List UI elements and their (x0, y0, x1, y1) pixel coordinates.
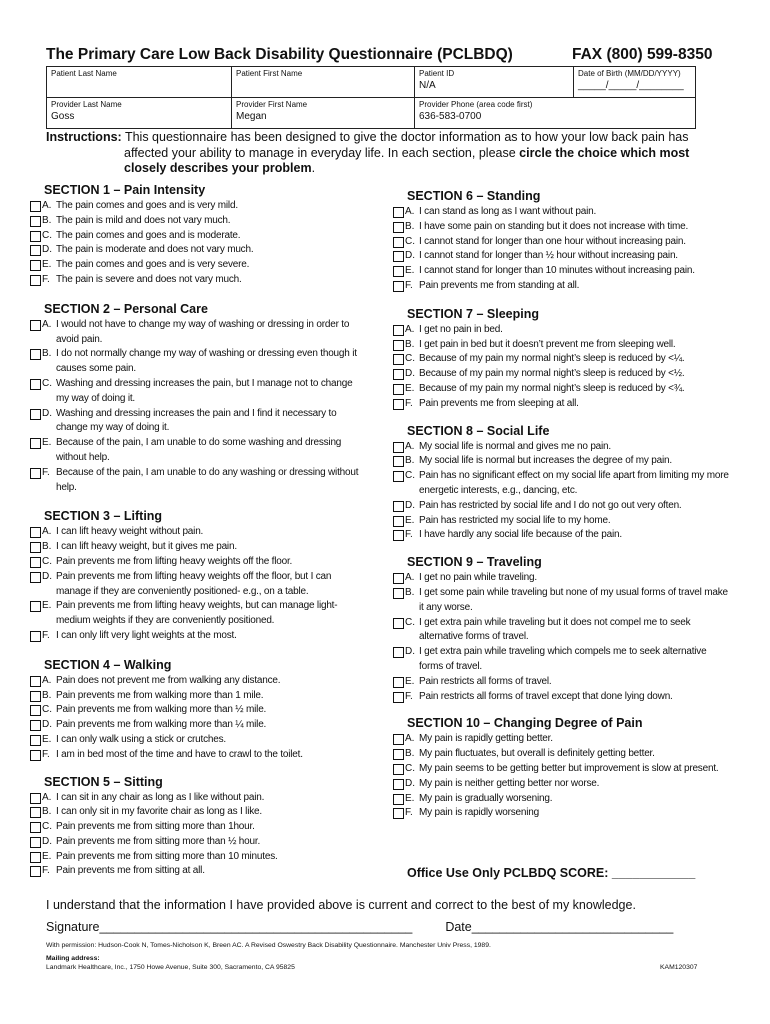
option-b[interactable] (30, 689, 366, 704)
checkbox-icon[interactable] (393, 471, 404, 482)
checkbox-icon[interactable] (393, 456, 404, 467)
option-c[interactable] (393, 469, 729, 499)
option-text: My pain is rapidly worsening (419, 807, 540, 819)
option-f[interactable] (30, 273, 366, 288)
option-letter: F. (405, 529, 413, 541)
option-text: I can only sit in my favorite chair as long as I like. (56, 806, 262, 818)
option-text: Pain restricts all forms of travel except that done lying down. (419, 690, 673, 702)
option-letter: F. (42, 466, 50, 478)
section-title: SECTION 3 – Lifting (44, 509, 163, 524)
checkbox-icon[interactable] (30, 275, 41, 286)
field-value: Goss (51, 111, 75, 122)
option-letter: D. (405, 777, 415, 789)
option-letter: B. (405, 455, 415, 467)
option-letter: B. (42, 541, 52, 553)
section-title: SECTION 5 – Sitting (44, 774, 163, 789)
option-letter: D. (405, 499, 415, 511)
form-code: KAM120307 (660, 964, 698, 971)
option-letter: E. (405, 514, 415, 526)
option-letter: F. (42, 629, 50, 641)
checkbox-icon[interactable] (393, 692, 404, 703)
checkbox-icon[interactable] (30, 379, 41, 390)
checkbox-icon[interactable] (393, 749, 404, 760)
option-a[interactable] (30, 199, 366, 214)
option-text: Pain prevents me from sitting more than 10 minutes. (56, 850, 278, 862)
option-letter: A. (42, 318, 52, 330)
option-letter: C. (405, 762, 415, 774)
option-letter: E. (42, 259, 52, 271)
checkbox-icon[interactable] (393, 764, 404, 775)
checkbox-icon[interactable] (30, 527, 41, 538)
option-b[interactable] (30, 347, 366, 377)
option-text: Because of my pain my normal night’s sleep is reduced by <½. (419, 368, 685, 380)
field-value: _____/_____/________ (578, 80, 684, 91)
checkbox-icon[interactable] (30, 837, 41, 848)
checkbox-icon[interactable] (393, 588, 404, 599)
option-f[interactable] (393, 279, 729, 294)
checkbox-icon[interactable] (393, 516, 404, 527)
patient-first-name-field[interactable] (232, 67, 415, 98)
checkbox-icon[interactable] (393, 369, 404, 380)
option-text: Pain prevents me from sleeping at all. (419, 397, 579, 409)
checkbox-icon[interactable] (393, 266, 404, 277)
office-use-score: Office Use Only PCLBDQ SCORE: ____________ (407, 866, 696, 880)
field-label: Provider Phone (area code first) (419, 100, 533, 109)
option-e[interactable] (393, 264, 729, 279)
option-f[interactable] (30, 748, 366, 763)
option-b[interactable] (393, 454, 729, 469)
right-column (393, 189, 729, 821)
section-title: SECTION 10 – Changing Degree of Pain (407, 716, 643, 731)
checkbox-icon[interactable] (30, 676, 41, 687)
option-d[interactable] (30, 243, 366, 258)
checkbox-icon[interactable] (393, 281, 404, 292)
checkbox-icon[interactable] (30, 409, 41, 420)
mailing-address: Landmark Healthcare, Inc., 1750 Howe Avenue, Suite 300, Sacramento, CA 95825 (46, 964, 295, 971)
option-letter: A. (42, 526, 52, 538)
option-b[interactable] (393, 586, 729, 616)
checkbox-icon[interactable] (30, 572, 41, 583)
option-text: My pain is gradually worsening. (419, 792, 553, 804)
checkbox-icon[interactable] (30, 866, 41, 877)
option-text: The pain comes and goes and is very mild. (56, 200, 238, 211)
option-text: Pain prevents me from walking more than ½ mile. (56, 704, 267, 716)
checkbox-icon[interactable] (30, 557, 41, 568)
checkbox-icon[interactable] (30, 438, 41, 449)
field-label: Patient First Name (236, 69, 303, 78)
option-text: Washing and dressing increases the pain and I find it necessary to change my way of doing it. (56, 407, 337, 434)
field-value: Megan (236, 111, 267, 122)
option-a[interactable] (393, 440, 729, 455)
section-10 (393, 716, 729, 821)
dob-field[interactable] (574, 67, 696, 98)
field-label: Patient ID (419, 69, 455, 78)
option-text: I can sit in any chair as long as I like without pain. (56, 791, 265, 803)
option-letter: E. (405, 382, 415, 394)
section-4 (30, 658, 366, 763)
checkbox-icon[interactable] (393, 734, 404, 745)
checkbox-icon[interactable] (30, 216, 41, 227)
option-f[interactable] (393, 397, 729, 412)
checkbox-icon[interactable] (393, 530, 404, 541)
option-letter: F. (42, 748, 50, 760)
checkbox-icon[interactable] (393, 677, 404, 688)
provider-first-name-field[interactable] (232, 98, 415, 129)
section-title: SECTION 2 – Personal Care (44, 301, 208, 316)
option-text: Pain has restricted my social life to my home. (419, 514, 611, 526)
option-text: Pain prevents me from sitting at all. (56, 865, 205, 877)
section-1 (30, 183, 366, 288)
option-text: I am in bed most of the time and have to crawl to the toilet. (56, 748, 303, 760)
option-letter: B. (42, 689, 52, 701)
option-letter: C. (405, 353, 415, 365)
option-text: Pain has restricted by social life and I do not go out very often. (419, 499, 682, 511)
section-title: SECTION 7 – Sleeping (407, 306, 539, 321)
option-letter: D. (405, 368, 415, 380)
option-text: Pain does not prevent me from walking any distance. (56, 674, 281, 686)
mailing-label: Mailing address: (46, 955, 100, 962)
option-text: I can stand as long as I want without pain. (419, 206, 597, 217)
section-3 (30, 509, 366, 643)
option-text: I can lift heavy weight, but it gives me pain. (56, 541, 237, 553)
checkbox-icon[interactable] (30, 601, 41, 612)
option-c[interactable] (393, 235, 729, 250)
provider-last-name-field[interactable] (47, 98, 232, 129)
option-text: The pain is severe and does not vary much. (56, 273, 242, 285)
checkbox-icon[interactable] (393, 573, 404, 584)
option-b[interactable] (30, 805, 366, 820)
option-text: I would not have to change my way of washing or dressing in order to avoid pain. (56, 318, 350, 345)
section-title: SECTION 1 – Pain Intensity (44, 183, 206, 197)
checkbox-icon[interactable] (30, 750, 41, 761)
option-d[interactable] (30, 835, 366, 850)
option-e[interactable] (393, 514, 729, 529)
option-text: Pain prevents me from walking more than ¼ mile. (56, 719, 267, 731)
checkbox-icon[interactable] (30, 807, 41, 818)
option-c[interactable] (30, 555, 366, 570)
option-text: Pain has no significant effect on my social life apart from limiting my more energetic interests, e.g., dancing, etc. (419, 470, 729, 496)
option-text: I get pain in bed but it doesn’t prevent me from sleeping well. (419, 338, 676, 350)
checkbox-icon[interactable] (393, 340, 404, 351)
option-c[interactable] (30, 820, 366, 835)
option-d[interactable] (393, 499, 729, 514)
option-letter: E. (42, 733, 52, 745)
option-text: I cannot stand for longer than 10 minutes without increasing pain. (419, 265, 695, 277)
option-letter: F. (42, 865, 50, 877)
option-letter: E. (405, 265, 415, 277)
option-text: My social life is normal but increases the degree of my pain. (419, 455, 672, 467)
checkbox-icon[interactable] (393, 384, 404, 395)
checkbox-icon[interactable] (30, 705, 41, 716)
checkbox-icon[interactable] (30, 320, 41, 331)
option-letter: D. (42, 407, 52, 419)
option-e[interactable] (393, 675, 729, 690)
option-letter: E. (405, 675, 415, 687)
option-text: Washing and dressing increases the pain, but I manage not to change my way of doing it. (56, 377, 353, 404)
option-e[interactable] (393, 382, 729, 397)
option-b[interactable] (393, 747, 729, 762)
option-text: My pain is neither getting better nor worse. (419, 777, 600, 789)
checkbox-icon[interactable] (393, 251, 404, 262)
option-letter: A. (42, 674, 52, 686)
option-letter: B. (42, 806, 52, 818)
option-text: Pain prevents me from sitting more than 1hour. (56, 821, 255, 833)
option-f[interactable] (30, 629, 366, 644)
option-text: Pain prevents me from lifting heavy weights off the floor. (56, 555, 293, 567)
option-letter: B. (42, 348, 52, 360)
option-letter: B. (405, 220, 415, 232)
field-label: Provider First Name (236, 100, 308, 109)
option-text: I get extra pain while traveling but it does not compel me to seek alternative forms of travel. (419, 616, 691, 643)
option-d[interactable] (30, 407, 366, 437)
option-text: I get extra pain while traveling which compels me to seek alternative forms of travel. (419, 646, 707, 672)
option-letter: B. (42, 214, 52, 226)
option-letter: D. (42, 719, 52, 731)
option-letter: C. (405, 470, 415, 482)
option-text: My pain seems to be getting better but improvement is slow at present. (419, 762, 719, 774)
option-b[interactable] (30, 540, 366, 555)
instructions-line1: This questionnaire has been designed to give the doctor information as to how your low back pain has (124, 130, 689, 144)
field-value: 636-583-0700 (419, 111, 482, 122)
option-letter: A. (405, 323, 415, 335)
option-text: I get some pain while traveling but none of my usual forms of travel make it any worse. (419, 586, 728, 613)
option-text: I have some pain on standing but it does not increase with time. (419, 220, 689, 232)
option-f[interactable] (393, 806, 729, 821)
option-text: I get no pain in bed. (419, 323, 503, 335)
option-b[interactable] (393, 220, 729, 235)
option-letter: E. (42, 437, 52, 449)
option-text: I do not normally change my way of washing or dressing even though it causes some pain. (56, 348, 357, 375)
option-letter: F. (405, 397, 413, 409)
date-field[interactable]: Date_____________________________ (445, 920, 674, 934)
option-text: My pain is rapidly getting better. (419, 733, 553, 745)
checkbox-icon[interactable] (30, 852, 41, 863)
instructions-line3: closely describes your problem. (124, 161, 316, 175)
checkbox-icon[interactable] (30, 245, 41, 256)
section-8 (393, 424, 729, 544)
instructions-label: Instructions: (46, 130, 122, 144)
section-title: SECTION 6 – Standing (407, 189, 541, 203)
checkbox-icon[interactable] (30, 735, 41, 746)
option-letter: A. (405, 572, 415, 584)
field-label: Date of Birth (MM/DD/YYYY) (578, 69, 681, 78)
option-letter: A. (405, 440, 415, 452)
option-text: I cannot stand for longer than one hour without increasing pain. (419, 235, 686, 247)
section-title: SECTION 4 – Walking (44, 657, 172, 672)
option-c[interactable] (393, 762, 729, 777)
option-letter: B. (405, 338, 415, 350)
option-text: I can only walk using a stick or crutches. (56, 733, 227, 745)
field-label: Patient Last Name (51, 69, 117, 78)
option-letter: D. (405, 646, 415, 658)
option-c[interactable] (30, 377, 366, 407)
option-text: Pain restricts all forms of travel. (419, 675, 552, 687)
checkbox-icon[interactable] (30, 542, 41, 553)
checkbox-icon[interactable] (30, 691, 41, 702)
option-letter: C. (42, 555, 52, 567)
option-text: My pain fluctuates, but overall is definitely getting better. (419, 748, 655, 760)
option-a[interactable] (30, 674, 366, 689)
option-d[interactable] (393, 367, 729, 382)
option-c[interactable] (30, 229, 366, 244)
section-title: SECTION 8 – Social Life (407, 423, 550, 438)
option-c[interactable] (30, 703, 366, 718)
option-letter: C. (42, 704, 52, 716)
option-letter: E. (42, 850, 52, 862)
section-title: SECTION 9 – Traveling (407, 555, 542, 570)
option-text: Because of the pain, I am unable to do some washing and dressing without help. (56, 437, 342, 463)
instructions-line2: affected your ability to manage in everyday life. In each section, please circle the choice which most (124, 145, 690, 160)
checkbox-icon[interactable] (30, 231, 41, 242)
option-e[interactable] (30, 599, 366, 629)
option-text: Pain prevents me from walking more than 1 mile. (56, 689, 264, 701)
option-text: I can lift heavy weight without pain. (56, 526, 204, 538)
option-f[interactable] (393, 528, 729, 543)
option-d[interactable] (393, 777, 729, 792)
option-b[interactable] (393, 338, 729, 353)
option-d[interactable] (30, 718, 366, 733)
patient-id-field[interactable] (415, 67, 574, 98)
checkbox-icon[interactable] (30, 793, 41, 804)
option-letter: D. (42, 835, 52, 847)
option-letter: C. (42, 821, 52, 833)
option-text: I can only lift very light weights at the most. (56, 629, 237, 641)
option-letter: A. (42, 200, 52, 211)
option-text: I cannot stand for longer than ½ hour without increasing pain. (419, 250, 678, 262)
checkbox-icon[interactable] (393, 237, 404, 248)
option-text: Pain prevents me from sitting more than ½ hour. (56, 835, 261, 847)
option-text: I get no pain while traveling. (419, 572, 537, 584)
option-a[interactable] (393, 205, 729, 220)
checkbox-icon[interactable] (393, 222, 404, 233)
option-letter: C. (405, 235, 415, 247)
provider-phone-field[interactable] (415, 98, 696, 129)
field-value: N/A (419, 80, 436, 91)
checkbox-icon[interactable] (393, 325, 404, 336)
option-a[interactable] (30, 791, 366, 806)
section-6 (393, 189, 729, 294)
option-b[interactable] (30, 214, 366, 229)
option-f[interactable] (30, 864, 366, 879)
form-title: The Primary Care Low Back Disability Questionnaire (PCLBDQ) (46, 46, 513, 63)
option-c[interactable] (393, 352, 729, 367)
option-text: The pain comes and goes and is moderate. (56, 229, 241, 241)
checkbox-icon[interactable] (30, 631, 41, 642)
option-letter: F. (405, 690, 413, 702)
option-e[interactable] (393, 792, 729, 807)
checkbox-icon[interactable] (30, 349, 41, 360)
patient-provider-table (46, 66, 696, 129)
checkbox-icon[interactable] (393, 501, 404, 512)
option-e[interactable] (30, 436, 366, 466)
signature-field[interactable]: Signature_____________________________________________ (46, 920, 413, 934)
option-c[interactable] (393, 616, 729, 646)
option-letter: F. (405, 807, 413, 819)
option-letter: E. (42, 600, 52, 612)
checkbox-icon[interactable] (30, 201, 41, 212)
checkbox-icon[interactable] (30, 822, 41, 833)
option-letter: C. (42, 229, 52, 241)
checkbox-icon[interactable] (393, 442, 404, 453)
section-7 (393, 307, 729, 412)
option-text: Because of my pain my normal night’s sleep is reduced by <¼. (419, 353, 685, 365)
option-d[interactable] (393, 249, 729, 264)
checkbox-icon[interactable] (393, 354, 404, 365)
option-text: Because of the pain, I am unable to do any washing or dressing without help. (56, 466, 359, 493)
checkbox-icon[interactable] (30, 720, 41, 731)
field-label: Provider Last Name (51, 100, 122, 109)
checkbox-icon[interactable] (393, 647, 404, 658)
option-letter: F. (405, 279, 413, 291)
option-text: Pain prevents me from lifting heavy weights, but can manage light-medium weights if they are conveniently positioned. (56, 600, 338, 627)
option-text: My social life is normal and gives me no pain. (419, 440, 612, 452)
option-letter: F. (42, 273, 50, 285)
option-e[interactable] (30, 850, 366, 865)
option-f[interactable] (30, 466, 366, 496)
option-e[interactable] (30, 733, 366, 748)
option-text: Pain prevents me from lifting heavy weights off the floor, but I can manage if they are conveniently positioned- e.g., on a table. (56, 570, 332, 597)
option-a[interactable] (30, 525, 366, 540)
checkbox-icon[interactable] (393, 779, 404, 790)
checkbox-icon[interactable] (30, 260, 41, 271)
section-5 (30, 775, 366, 880)
fax-number: FAX (800) 599-8350 (572, 46, 713, 63)
option-letter: D. (42, 570, 52, 582)
option-f[interactable] (393, 690, 729, 705)
option-letter: A. (405, 206, 415, 217)
checkbox-icon[interactable] (393, 399, 404, 410)
option-a[interactable] (30, 318, 366, 348)
checkbox-icon[interactable] (393, 808, 404, 819)
option-text: The pain comes and goes and is very severe. (56, 259, 250, 271)
option-e[interactable] (30, 258, 366, 273)
option-letter: E. (405, 792, 415, 804)
option-letter: B. (405, 748, 415, 760)
option-a[interactable] (393, 732, 729, 747)
option-a[interactable] (393, 571, 729, 586)
section-9 (393, 555, 729, 704)
instructions (46, 130, 726, 177)
checkbox-icon[interactable] (393, 794, 404, 805)
acknowledgement-text: I understand that the information I have provided above is current and correct to the best of my knowledge. (46, 898, 636, 912)
option-a[interactable] (393, 323, 729, 338)
signature-date-line (46, 920, 673, 934)
option-letter: C. (42, 377, 52, 389)
option-letter: A. (42, 791, 52, 803)
option-d[interactable] (30, 570, 366, 600)
option-letter: C. (405, 616, 415, 628)
left-column (30, 183, 366, 879)
option-text: I have hardly any social life because of the pain. (419, 529, 622, 541)
option-text: The pain is moderate and does not vary much. (56, 244, 254, 256)
checkbox-icon[interactable] (393, 207, 404, 218)
option-letter: A. (405, 733, 415, 745)
option-text: Because of my pain my normal night’s sleep is reduced by <¾. (419, 382, 685, 394)
option-text: The pain is mild and does not vary much. (56, 214, 231, 226)
permission-note: With permission: Hudson-Cook N, Tomes-Nicholson K, Breen AC. A Revised Oswestry Back Disability Questionnaire. Manchester Univ Press, 1989. (46, 942, 491, 949)
checkbox-icon[interactable] (393, 618, 404, 629)
option-letter: B. (405, 586, 415, 598)
patient-last-name-field[interactable] (47, 67, 232, 98)
option-d[interactable] (393, 645, 729, 675)
section-2 (30, 302, 366, 496)
option-letter: D. (42, 244, 52, 256)
checkbox-icon[interactable] (30, 468, 41, 479)
option-text: Pain prevents me from standing at all. (419, 279, 580, 291)
option-letter: D. (405, 250, 415, 262)
